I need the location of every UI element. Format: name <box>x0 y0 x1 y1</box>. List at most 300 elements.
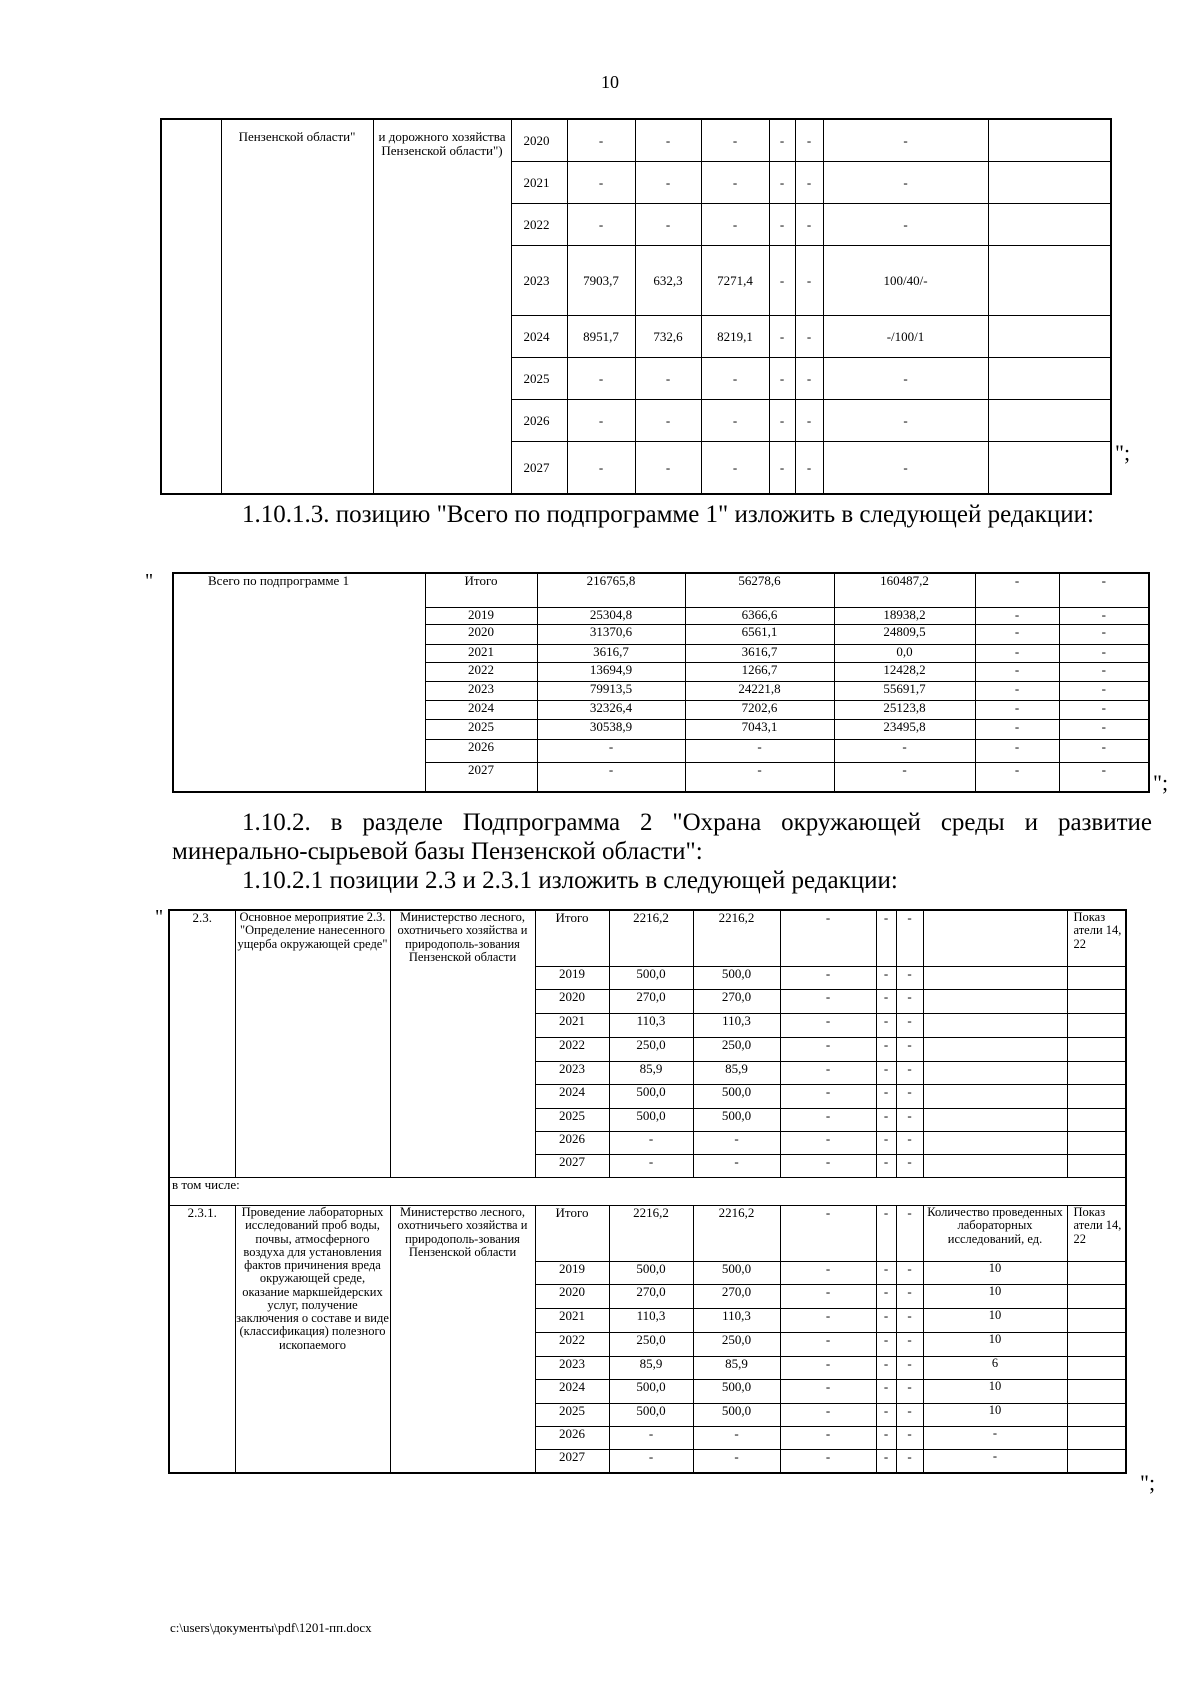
value-cell: - <box>896 1014 923 1038</box>
value-cell: - <box>975 625 1059 645</box>
value-cell: - <box>876 1014 896 1038</box>
value-cell: 3616,7 <box>685 645 834 663</box>
value-cell: - <box>876 1285 896 1309</box>
value-cell: - <box>567 119 635 162</box>
indicator-link-cell <box>1067 1014 1126 1038</box>
value-cell: - <box>685 763 834 793</box>
value-cell: 7043,1 <box>685 720 834 740</box>
indicator-cell <box>923 1155 1067 1178</box>
value-cell: - <box>780 1309 876 1333</box>
link-cell <box>988 316 1111 358</box>
value-cell: - <box>1059 573 1149 608</box>
value-cell: - <box>609 1427 693 1450</box>
indicator-cell <box>923 1109 1067 1132</box>
indicator-cell: - <box>923 1450 1067 1474</box>
value-cell: - <box>896 990 923 1014</box>
value-cell: - <box>876 1404 896 1427</box>
indicator-link-cell <box>1067 1285 1126 1309</box>
indicator-link-cell <box>1067 1062 1126 1085</box>
executor-cell: Министерство лесного, охотничьего хозяйства и природополь-зования Пензенской области <box>390 1206 535 1474</box>
year-cell: 2020 <box>425 625 537 645</box>
value-cell: 30538,9 <box>537 720 685 740</box>
value-cell: - <box>537 740 685 763</box>
link-cell <box>988 162 1111 204</box>
value-cell: - <box>567 358 635 400</box>
value-cell: - <box>701 162 769 204</box>
value-cell: - <box>876 910 896 967</box>
value-cell: 216765,8 <box>537 573 685 608</box>
value-cell: - <box>876 1357 896 1380</box>
value-cell: - <box>876 1262 896 1285</box>
value-cell: - <box>795 400 823 442</box>
value-cell: 32326,4 <box>537 701 685 720</box>
year-cell: 2020 <box>511 119 567 162</box>
value-cell: - <box>780 910 876 967</box>
value-cell: - <box>795 358 823 400</box>
year-cell: 2020 <box>535 990 609 1014</box>
value-cell: - <box>896 1262 923 1285</box>
table-total-subprogram-1 <box>172 572 1150 793</box>
value-cell: - <box>823 442 988 495</box>
year-cell: 2025 <box>425 720 537 740</box>
paragraph-1-10-2 <box>172 808 1152 866</box>
indicator-cell: 10 <box>923 1333 1067 1357</box>
value-cell: 110,3 <box>609 1014 693 1038</box>
value-cell: 500,0 <box>693 1262 780 1285</box>
year-cell: 2027 <box>535 1450 609 1474</box>
value-cell: - <box>975 701 1059 720</box>
value-cell: - <box>795 316 823 358</box>
table3-open-quote: " <box>155 906 164 928</box>
table-row <box>173 573 1149 608</box>
value-cell: 8219,1 <box>701 316 769 358</box>
position-number-cell: 2.3. <box>169 910 235 1178</box>
link-cell <box>988 119 1111 162</box>
value-cell: - <box>876 1038 896 1062</box>
value-cell: - <box>795 204 823 246</box>
value-cell: - <box>635 119 701 162</box>
value-cell: - <box>780 1014 876 1038</box>
value-cell: - <box>896 1085 923 1109</box>
value-cell: - <box>823 204 988 246</box>
value-cell: 85,9 <box>609 1357 693 1380</box>
value-cell: - <box>896 1109 923 1132</box>
value-cell: - <box>975 682 1059 701</box>
value-cell: - <box>769 119 795 162</box>
year-cell: 2027 <box>425 763 537 793</box>
year-cell: 2023 <box>535 1062 609 1085</box>
value-cell: - <box>693 1132 780 1155</box>
value-cell: - <box>896 1062 923 1085</box>
indicator-link-cell: Показ атели 14, 22 <box>1067 1206 1126 1262</box>
paragraph-1-10-2-1 <box>172 866 1152 895</box>
value-cell: - <box>876 1085 896 1109</box>
indicator-cell: 10 <box>923 1262 1067 1285</box>
value-cell: 13694,9 <box>537 663 685 682</box>
value-cell: - <box>769 442 795 495</box>
value-cell: 110,3 <box>693 1014 780 1038</box>
value-cell: - <box>769 204 795 246</box>
value-cell: - <box>896 1357 923 1380</box>
table1-closing-quote: "; <box>1115 440 1131 465</box>
value-cell: 270,0 <box>609 990 693 1014</box>
value-cell: - <box>876 1427 896 1450</box>
link-cell <box>988 400 1111 442</box>
value-cell: 110,3 <box>609 1309 693 1333</box>
year-cell: 2025 <box>535 1404 609 1427</box>
indicator-link-cell <box>1067 1038 1126 1062</box>
value-cell: - <box>693 1450 780 1474</box>
value-cell: 732,6 <box>635 316 701 358</box>
value-cell: 110,3 <box>693 1309 780 1333</box>
value-cell: 500,0 <box>609 1109 693 1132</box>
value-cell: - <box>769 316 795 358</box>
value-cell: - <box>896 910 923 967</box>
value-cell: - <box>769 400 795 442</box>
value-cell: 2216,2 <box>609 1206 693 1262</box>
executor-cell: и дорожного хозяйства Пензенской области") <box>373 119 511 494</box>
value-cell: 85,9 <box>609 1062 693 1085</box>
value-cell: - <box>1059 720 1149 740</box>
value-cell: - <box>896 1380 923 1404</box>
value-cell: 23495,8 <box>834 720 975 740</box>
year-cell: 2019 <box>535 1262 609 1285</box>
year-cell: Итого <box>425 573 537 608</box>
indicator-cell <box>923 1085 1067 1109</box>
value-cell: - <box>685 740 834 763</box>
value-cell: - <box>780 1038 876 1062</box>
value-cell: - <box>701 400 769 442</box>
year-cell: 2025 <box>511 358 567 400</box>
value-cell: - <box>1059 625 1149 645</box>
year-cell: Итого <box>535 910 609 967</box>
year-cell: 2024 <box>535 1085 609 1109</box>
value-cell: 0,0 <box>834 645 975 663</box>
year-cell: 2022 <box>535 1038 609 1062</box>
position-number-cell: 2.3.1. <box>169 1206 235 1474</box>
value-cell: - <box>609 1450 693 1474</box>
table-subprogram-1-continuation <box>160 118 1112 495</box>
value-cell: 500,0 <box>609 1380 693 1404</box>
value-cell: - <box>975 645 1059 663</box>
value-cell: - <box>876 1206 896 1262</box>
indicator-cell <box>923 1062 1067 1085</box>
year-cell: 2019 <box>425 608 537 625</box>
link-cell <box>988 204 1111 246</box>
value-cell: - <box>693 1155 780 1178</box>
value-cell: 7271,4 <box>701 246 769 316</box>
indicator-link-cell <box>1067 1404 1126 1427</box>
value-cell: - <box>769 358 795 400</box>
value-cell: - <box>780 990 876 1014</box>
value-cell: - <box>769 246 795 316</box>
value-cell: - <box>780 1062 876 1085</box>
including-row <box>169 1178 1126 1206</box>
table-positions-2-3 <box>168 909 1127 1474</box>
value-cell: - <box>567 162 635 204</box>
value-cell: - <box>567 204 635 246</box>
value-cell: - <box>701 358 769 400</box>
value-cell: - <box>701 204 769 246</box>
indicator-link-cell <box>1067 1427 1126 1450</box>
value-cell: 632,3 <box>635 246 701 316</box>
indicator-link-cell <box>1067 967 1126 990</box>
program-name-cell: Пензенской области" <box>221 119 373 494</box>
year-cell: 2026 <box>535 1427 609 1450</box>
value-cell: - <box>1059 701 1149 720</box>
value-cell: - <box>701 442 769 495</box>
value-cell: 2216,2 <box>609 910 693 967</box>
value-cell: - <box>780 1085 876 1109</box>
table-row <box>161 119 1111 162</box>
value-cell: - <box>896 1427 923 1450</box>
indicator-link-cell <box>1067 1155 1126 1178</box>
value-cell: - <box>975 763 1059 793</box>
executor-cell: Министерство лесного, охотничьего хозяйства и природополь-зования Пензенской области <box>390 910 535 1178</box>
value-cell: 55691,7 <box>834 682 975 701</box>
value-cell: 100/40/- <box>823 246 988 316</box>
value-cell: - <box>834 763 975 793</box>
value-cell: - <box>780 1380 876 1404</box>
value-cell: - <box>795 162 823 204</box>
page-number: 10 <box>601 72 619 92</box>
value-cell: - <box>635 358 701 400</box>
value-cell: - <box>876 1062 896 1085</box>
year-cell: 2026 <box>535 1132 609 1155</box>
paragraph-1-10-2-text: 1.10.2. в разделе Подпрограмма 2 "Охрана окружающей среды и развитие минерально-сырьевой базы Пензенской области": <box>172 809 1152 865</box>
value-cell: - <box>780 1427 876 1450</box>
position-name-cell: Основное мероприятие 2.3. "Определение нанесенного ущерба окружающей среде" <box>235 910 390 1178</box>
year-cell: 2027 <box>511 442 567 495</box>
indicator-cell <box>923 1038 1067 1062</box>
value-cell: 2216,2 <box>693 1206 780 1262</box>
value-cell: - <box>1059 645 1149 663</box>
year-cell: 2027 <box>535 1155 609 1178</box>
value-cell: - <box>780 1206 876 1262</box>
value-cell: 6561,1 <box>685 625 834 645</box>
value-cell: - <box>896 967 923 990</box>
value-cell: 160487,2 <box>834 573 975 608</box>
table-row <box>169 910 1126 967</box>
year-cell: 2024 <box>511 316 567 358</box>
table-row <box>169 1206 1126 1262</box>
value-cell: - <box>795 246 823 316</box>
year-cell: 2021 <box>425 645 537 663</box>
value-cell: - <box>1059 763 1149 793</box>
year-cell: 2021 <box>511 162 567 204</box>
value-cell: 500,0 <box>693 1109 780 1132</box>
value-cell: - <box>876 990 896 1014</box>
value-cell: 250,0 <box>693 1038 780 1062</box>
value-cell: 56278,6 <box>685 573 834 608</box>
value-cell: - <box>609 1155 693 1178</box>
value-cell: - <box>896 1333 923 1357</box>
value-cell: - <box>635 162 701 204</box>
indicator-link-cell <box>1067 1380 1126 1404</box>
value-cell: 500,0 <box>693 1380 780 1404</box>
value-cell: - <box>693 1427 780 1450</box>
value-cell: 500,0 <box>609 1085 693 1109</box>
value-cell: 25123,8 <box>834 701 975 720</box>
value-cell: - <box>823 400 988 442</box>
value-cell: - <box>701 119 769 162</box>
value-cell: 500,0 <box>609 967 693 990</box>
value-cell: 85,9 <box>693 1357 780 1380</box>
value-cell: - <box>780 1450 876 1474</box>
indicator-link-cell: Показ атели 14, 22 <box>1067 910 1126 967</box>
value-cell: 250,0 <box>609 1038 693 1062</box>
value-cell: - <box>823 119 988 162</box>
value-cell: 24809,5 <box>834 625 975 645</box>
including-cell: в том числе: <box>169 1178 1126 1206</box>
value-cell: - <box>780 1333 876 1357</box>
value-cell: 25304,8 <box>537 608 685 625</box>
indicator-cell: 10 <box>923 1380 1067 1404</box>
value-cell: - <box>567 442 635 495</box>
year-cell: 2023 <box>425 682 537 701</box>
value-cell: - <box>876 1132 896 1155</box>
value-cell: 7903,7 <box>567 246 635 316</box>
value-cell: - <box>876 1155 896 1178</box>
value-cell: - <box>876 1450 896 1474</box>
value-cell: 6366,6 <box>685 608 834 625</box>
indicator-cell <box>923 910 1067 967</box>
year-cell: 2026 <box>511 400 567 442</box>
value-cell: - <box>769 162 795 204</box>
value-cell: - <box>975 740 1059 763</box>
value-cell: 31370,6 <box>537 625 685 645</box>
year-cell: Итого <box>535 1206 609 1262</box>
indicator-cell <box>923 967 1067 990</box>
position-name-cell: Проведение лабораторных исследований проб воды, почвы, атмосферного воздуха для установления фактов причинения вреда окружающей среде, оказание маркшейдерских услуг, получение заключения о составе и виде (классификация) полезного ископаемого <box>235 1206 390 1474</box>
indicator-cell: 10 <box>923 1404 1067 1427</box>
paragraph-1-10-1-3-text: 1.10.1.3. позицию "Всего по подпрограмме 1" изложить в следующей редакции: <box>242 501 1094 528</box>
value-cell: - <box>1059 663 1149 682</box>
indicator-cell: Количество проведенных лабораторных исследований, ед. <box>923 1206 1067 1262</box>
total-label-cell: Всего по подпрограмме 1 <box>173 573 425 792</box>
num-cell <box>161 119 221 494</box>
value-cell: - <box>876 967 896 990</box>
value-cell: -/100/1 <box>823 316 988 358</box>
value-cell: - <box>567 400 635 442</box>
link-cell <box>988 246 1111 316</box>
value-cell: - <box>876 1333 896 1357</box>
year-cell: 2021 <box>535 1014 609 1038</box>
value-cell: - <box>1059 740 1149 763</box>
indicator-link-cell <box>1067 1262 1126 1285</box>
value-cell: - <box>896 1038 923 1062</box>
value-cell: - <box>780 1109 876 1132</box>
value-cell: - <box>795 442 823 495</box>
year-cell: 2025 <box>535 1109 609 1132</box>
value-cell: - <box>823 162 988 204</box>
indicator-cell: 6 <box>923 1357 1067 1380</box>
value-cell: - <box>780 1262 876 1285</box>
value-cell: 79913,5 <box>537 682 685 701</box>
value-cell: - <box>823 358 988 400</box>
value-cell: 500,0 <box>693 1085 780 1109</box>
value-cell: 1266,7 <box>685 663 834 682</box>
footer-file-path: c:\users\документы\pdf\1201-пп.docx <box>170 1620 372 1635</box>
value-cell: - <box>896 1309 923 1333</box>
value-cell: - <box>876 1309 896 1333</box>
year-cell: 2022 <box>425 663 537 682</box>
indicator-cell: - <box>923 1427 1067 1450</box>
value-cell: 2216,2 <box>693 910 780 967</box>
table2-closing-quote: "; <box>1153 770 1169 795</box>
value-cell: - <box>780 1155 876 1178</box>
value-cell: 500,0 <box>693 967 780 990</box>
table2-open-quote: " <box>145 570 154 592</box>
paragraph-1-10-2-1-text: 1.10.2.1 позиции 2.3 и 2.3.1 изложить в следующей редакции: <box>242 867 898 894</box>
value-cell: - <box>1059 608 1149 625</box>
value-cell: 500,0 <box>609 1404 693 1427</box>
value-cell: - <box>896 1155 923 1178</box>
year-cell: 2024 <box>535 1380 609 1404</box>
value-cell: 500,0 <box>693 1404 780 1427</box>
paragraph-1-10-1-3 <box>172 500 1152 529</box>
year-cell: 2019 <box>535 967 609 990</box>
year-cell: 2023 <box>535 1357 609 1380</box>
year-cell: 2026 <box>425 740 537 763</box>
value-cell: - <box>780 1404 876 1427</box>
indicator-link-cell <box>1067 1085 1126 1109</box>
value-cell: - <box>876 1109 896 1132</box>
value-cell: - <box>780 1285 876 1309</box>
value-cell: 270,0 <box>693 990 780 1014</box>
link-cell <box>988 358 1111 400</box>
value-cell: - <box>635 204 701 246</box>
link-cell <box>988 442 1111 495</box>
value-cell: - <box>780 1132 876 1155</box>
value-cell: - <box>896 1206 923 1262</box>
value-cell: - <box>537 763 685 793</box>
indicator-link-cell <box>1067 990 1126 1014</box>
indicator-link-cell <box>1067 1309 1126 1333</box>
value-cell: - <box>1059 682 1149 701</box>
year-cell: 2024 <box>425 701 537 720</box>
table3-closing-quote: "; <box>1140 1470 1156 1495</box>
indicator-cell <box>923 1132 1067 1155</box>
value-cell: - <box>795 119 823 162</box>
value-cell: - <box>896 1404 923 1427</box>
value-cell: - <box>834 740 975 763</box>
indicator-cell <box>923 1014 1067 1038</box>
year-cell: 2022 <box>535 1333 609 1357</box>
value-cell: - <box>896 1450 923 1474</box>
indicator-cell <box>923 990 1067 1014</box>
value-cell: 270,0 <box>693 1285 780 1309</box>
year-cell: 2022 <box>511 204 567 246</box>
value-cell: - <box>975 573 1059 608</box>
indicator-cell: 10 <box>923 1285 1067 1309</box>
indicator-link-cell <box>1067 1109 1126 1132</box>
value-cell: 500,0 <box>609 1262 693 1285</box>
year-cell: 2021 <box>535 1309 609 1333</box>
value-cell: 7202,6 <box>685 701 834 720</box>
value-cell: - <box>609 1132 693 1155</box>
value-cell: 250,0 <box>693 1333 780 1357</box>
value-cell: - <box>975 608 1059 625</box>
value-cell: - <box>780 1357 876 1380</box>
value-cell: 12428,2 <box>834 663 975 682</box>
indicator-link-cell <box>1067 1132 1126 1155</box>
value-cell: 250,0 <box>609 1333 693 1357</box>
value-cell: 8951,7 <box>567 316 635 358</box>
value-cell: - <box>975 720 1059 740</box>
value-cell: - <box>896 1285 923 1309</box>
value-cell: - <box>975 663 1059 682</box>
